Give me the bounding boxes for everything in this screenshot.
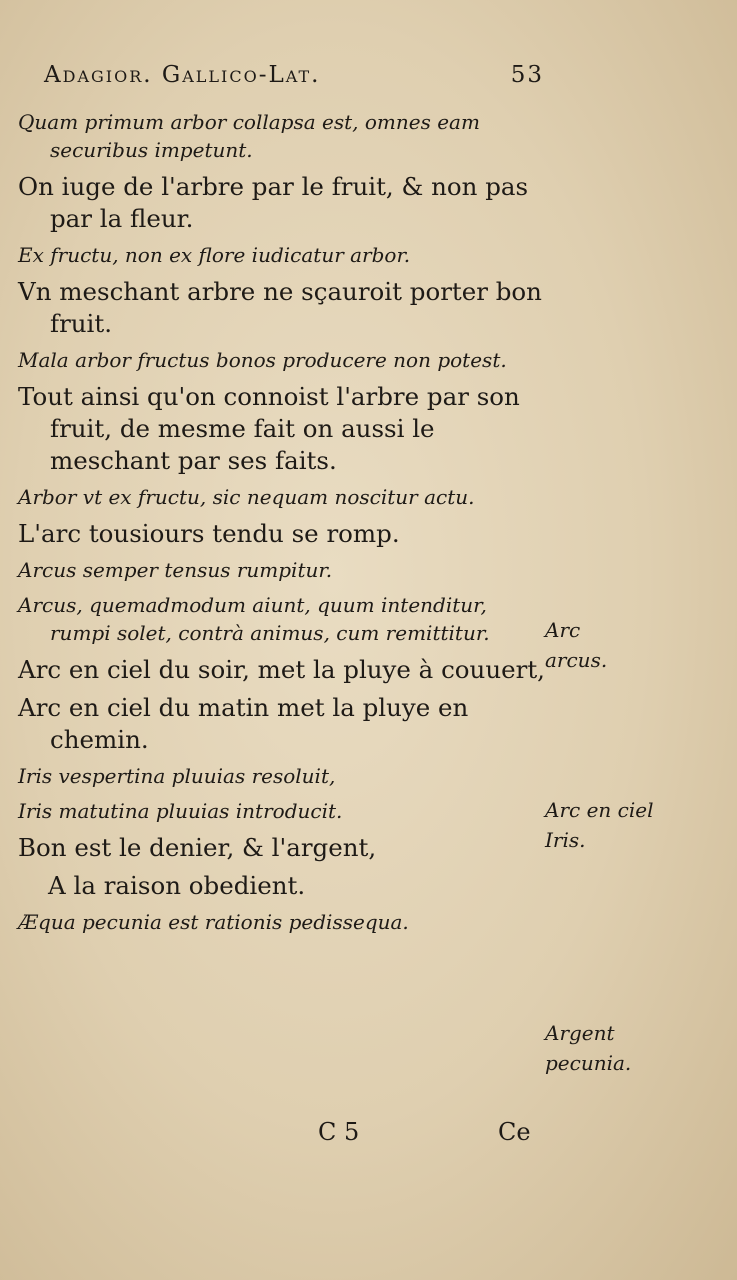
french-proverb: Arc en ciel du soir, met la pluye à couuert, (18, 655, 545, 684)
latin-proverb: Æqua pecunia est rationis pedissequa. (18, 910, 409, 934)
latin-proverb: Iris matutina pluuias introducit. (18, 799, 343, 823)
latin-proverb: Iris vespertina pluuias resoluit, (18, 764, 336, 788)
margin-note (545, 1018, 631, 1078)
french-proverb: On iuge de l'arbre par le fruit, & non pas par la fleur. (18, 172, 529, 233)
latin-proverb: Arcus, quemadmodum aiunt, quum intenditur, rumpi solet, contrà animus, cum remittitur. (18, 593, 490, 645)
latin-proverb: Mala arbor fructus bonos producere non potest. (18, 348, 507, 372)
margin-note (545, 795, 653, 855)
margin-note-french: Argent (545, 1021, 615, 1045)
signature-mark: C 5 (318, 1118, 360, 1146)
running-title: Adagior. Gallico-Lat. (44, 62, 321, 88)
margin-note-latin: Iris. (545, 828, 586, 852)
latin-proverb: Ex fructu, non ex flore iudicatur arbor. (18, 243, 411, 267)
margin-note-french: Arc en ciel (545, 798, 654, 822)
french-proverb: A la raison obedient. (48, 871, 306, 900)
catchword: Ce (498, 1118, 531, 1146)
latin-proverb: Arbor vt ex fructu, sic nequam noscitur actu. (18, 485, 475, 509)
french-proverb: L'arc tousiours tendu se romp. (18, 519, 400, 548)
margin-note-latin: pecunia. (545, 1051, 632, 1075)
french-proverb: Bon est le denier, & l'argent, (18, 833, 377, 862)
french-proverb: Arc en ciel du matin met la pluye en chemin. (18, 693, 469, 754)
latin-proverb: Quam primum arbor collapsa est, omnes eam securibus impetunt. (18, 110, 480, 162)
margin-note (545, 615, 607, 675)
text-block (18, 108, 548, 943)
page-number: 53 (510, 62, 544, 88)
french-proverb: Vn meschant arbre ne sçauroit porter bon fruit. (18, 277, 542, 338)
running-header (44, 62, 544, 96)
french-proverb: Tout ainsi qu'on connoist l'arbre par son fruit, de mesme fait on aussi le meschant par ses faits. (18, 382, 520, 475)
margin-note-french: Arc (545, 618, 581, 642)
latin-proverb: Arcus semper tensus rumpitur. (18, 558, 333, 582)
margin-note-latin: arcus. (545, 648, 608, 672)
